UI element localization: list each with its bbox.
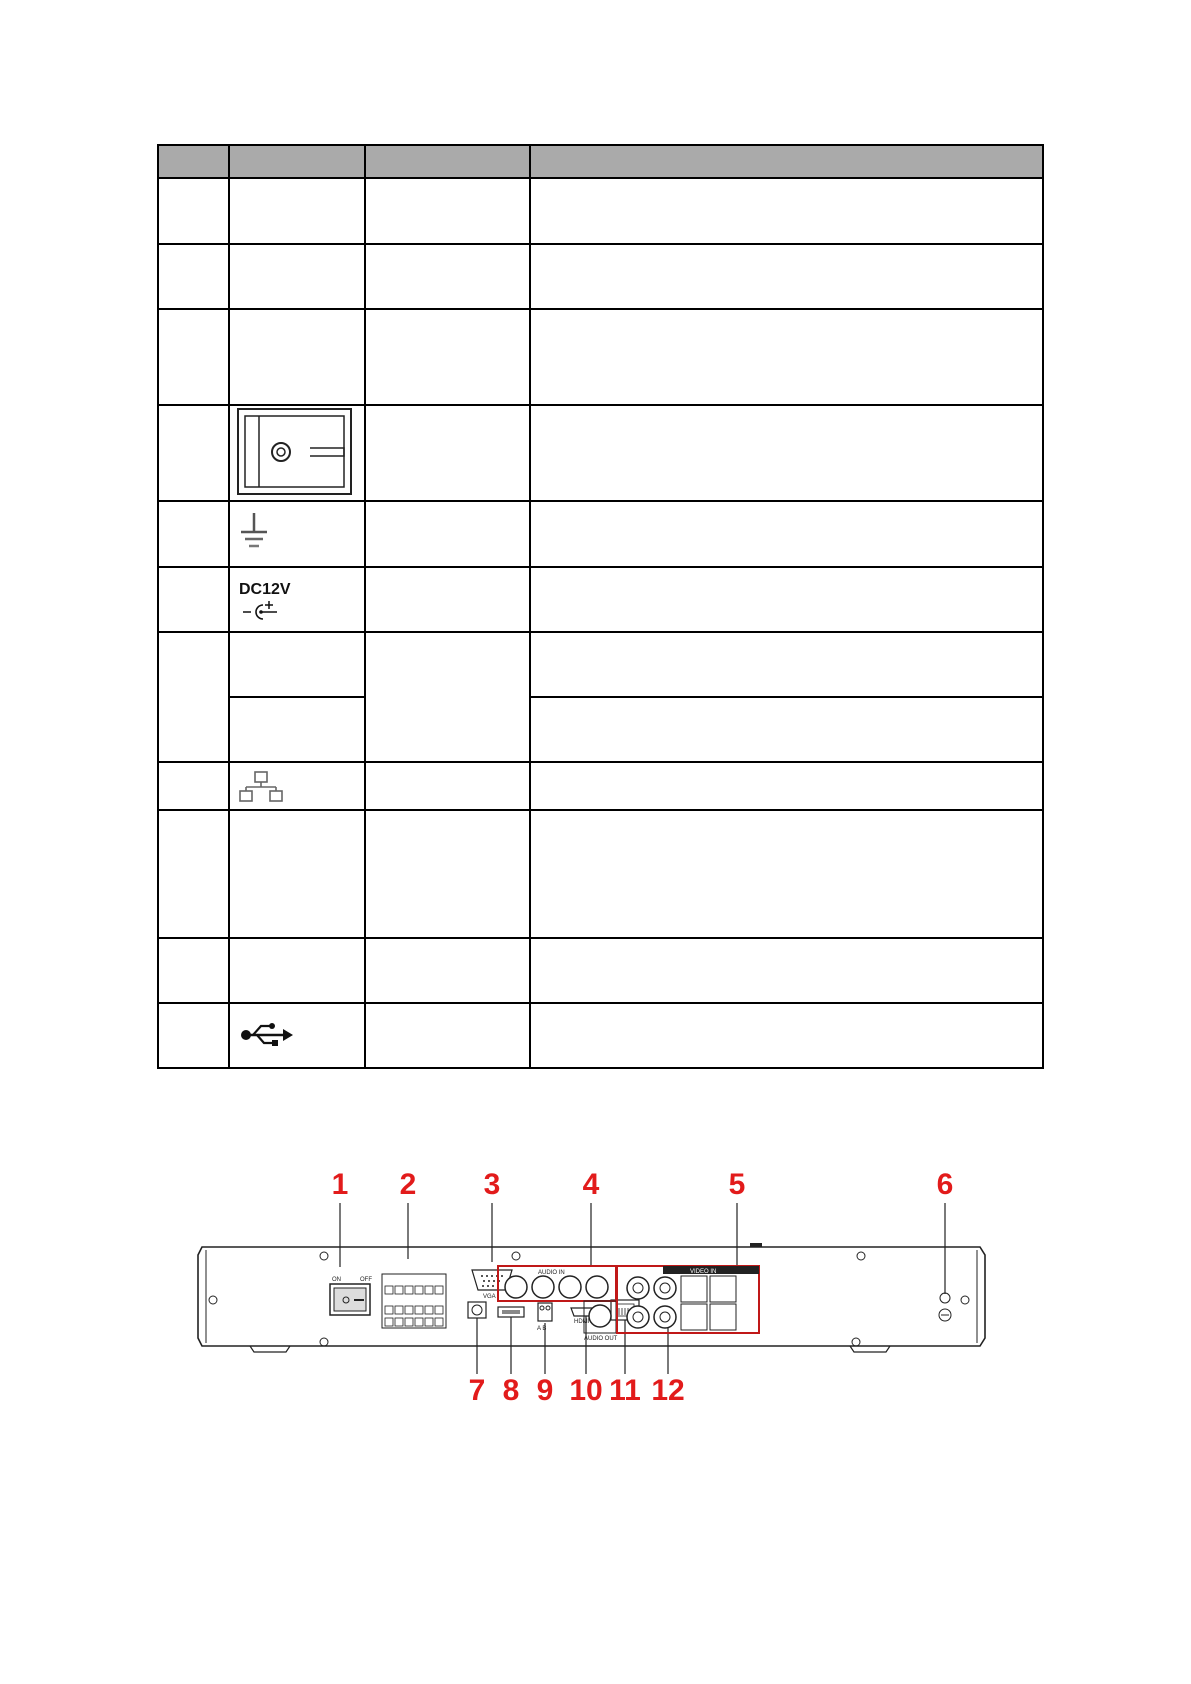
callout-1: 1: [331, 1168, 349, 1201]
port-table: [157, 144, 1044, 1069]
callout-2: 2: [399, 1168, 417, 1201]
power-switch-icon: [237, 408, 353, 496]
row-divider: [157, 500, 1044, 502]
callout-7: 7: [468, 1374, 486, 1407]
ground-icon: [239, 511, 269, 551]
network-icon: [239, 770, 283, 804]
dc-power-label: DC12V: [239, 581, 291, 598]
audio-out-label: AUDIO OUT: [584, 1336, 618, 1342]
callout-4: 4: [582, 1168, 600, 1201]
col-divider-1: [228, 144, 230, 1069]
dc-power-icon: [241, 600, 283, 622]
hdmi-label: HDMI: [574, 1319, 590, 1325]
col-divider-3: [529, 144, 531, 1069]
rs485-label: A B: [537, 1326, 547, 1332]
device-drawing: [190, 1170, 1005, 1410]
row-divider: [157, 1002, 1044, 1004]
row-divider: [157, 566, 1044, 568]
callout-3: 3: [483, 1168, 501, 1201]
usb-icon: [239, 1020, 295, 1050]
callout-12: 12: [651, 1374, 685, 1407]
table-border-right: [1042, 144, 1044, 1069]
col-divider-2: [364, 144, 366, 1069]
table-border-bottom: [157, 1067, 1044, 1069]
off-label: OFF: [360, 1277, 372, 1283]
callout-8: 8: [502, 1374, 520, 1407]
row-divider: [157, 243, 1044, 245]
table-border-left: [157, 144, 159, 1069]
callout-10: 10: [569, 1374, 603, 1407]
callout-11: 11: [609, 1374, 641, 1407]
vga-label: VGA: [483, 1294, 496, 1300]
callout-6: 6: [936, 1168, 954, 1201]
video-in-label: VIDEO IN: [690, 1269, 717, 1275]
on-label: ON: [332, 1277, 341, 1283]
device-rear-panel-figure: [190, 1170, 1005, 1410]
row-divider: [157, 809, 1044, 811]
row-divider: [157, 761, 1044, 763]
callout-5: 5: [728, 1168, 746, 1201]
row-divider: [157, 404, 1044, 406]
row-divider: [157, 631, 1044, 633]
table-header: [157, 144, 1044, 179]
row-divider: [529, 696, 1044, 698]
row-divider: [157, 937, 1044, 939]
row-divider: [157, 308, 1044, 310]
callout-9: 9: [536, 1374, 554, 1407]
row-divider: [228, 696, 364, 698]
audio-in-label: AUDIO IN: [538, 1270, 565, 1276]
